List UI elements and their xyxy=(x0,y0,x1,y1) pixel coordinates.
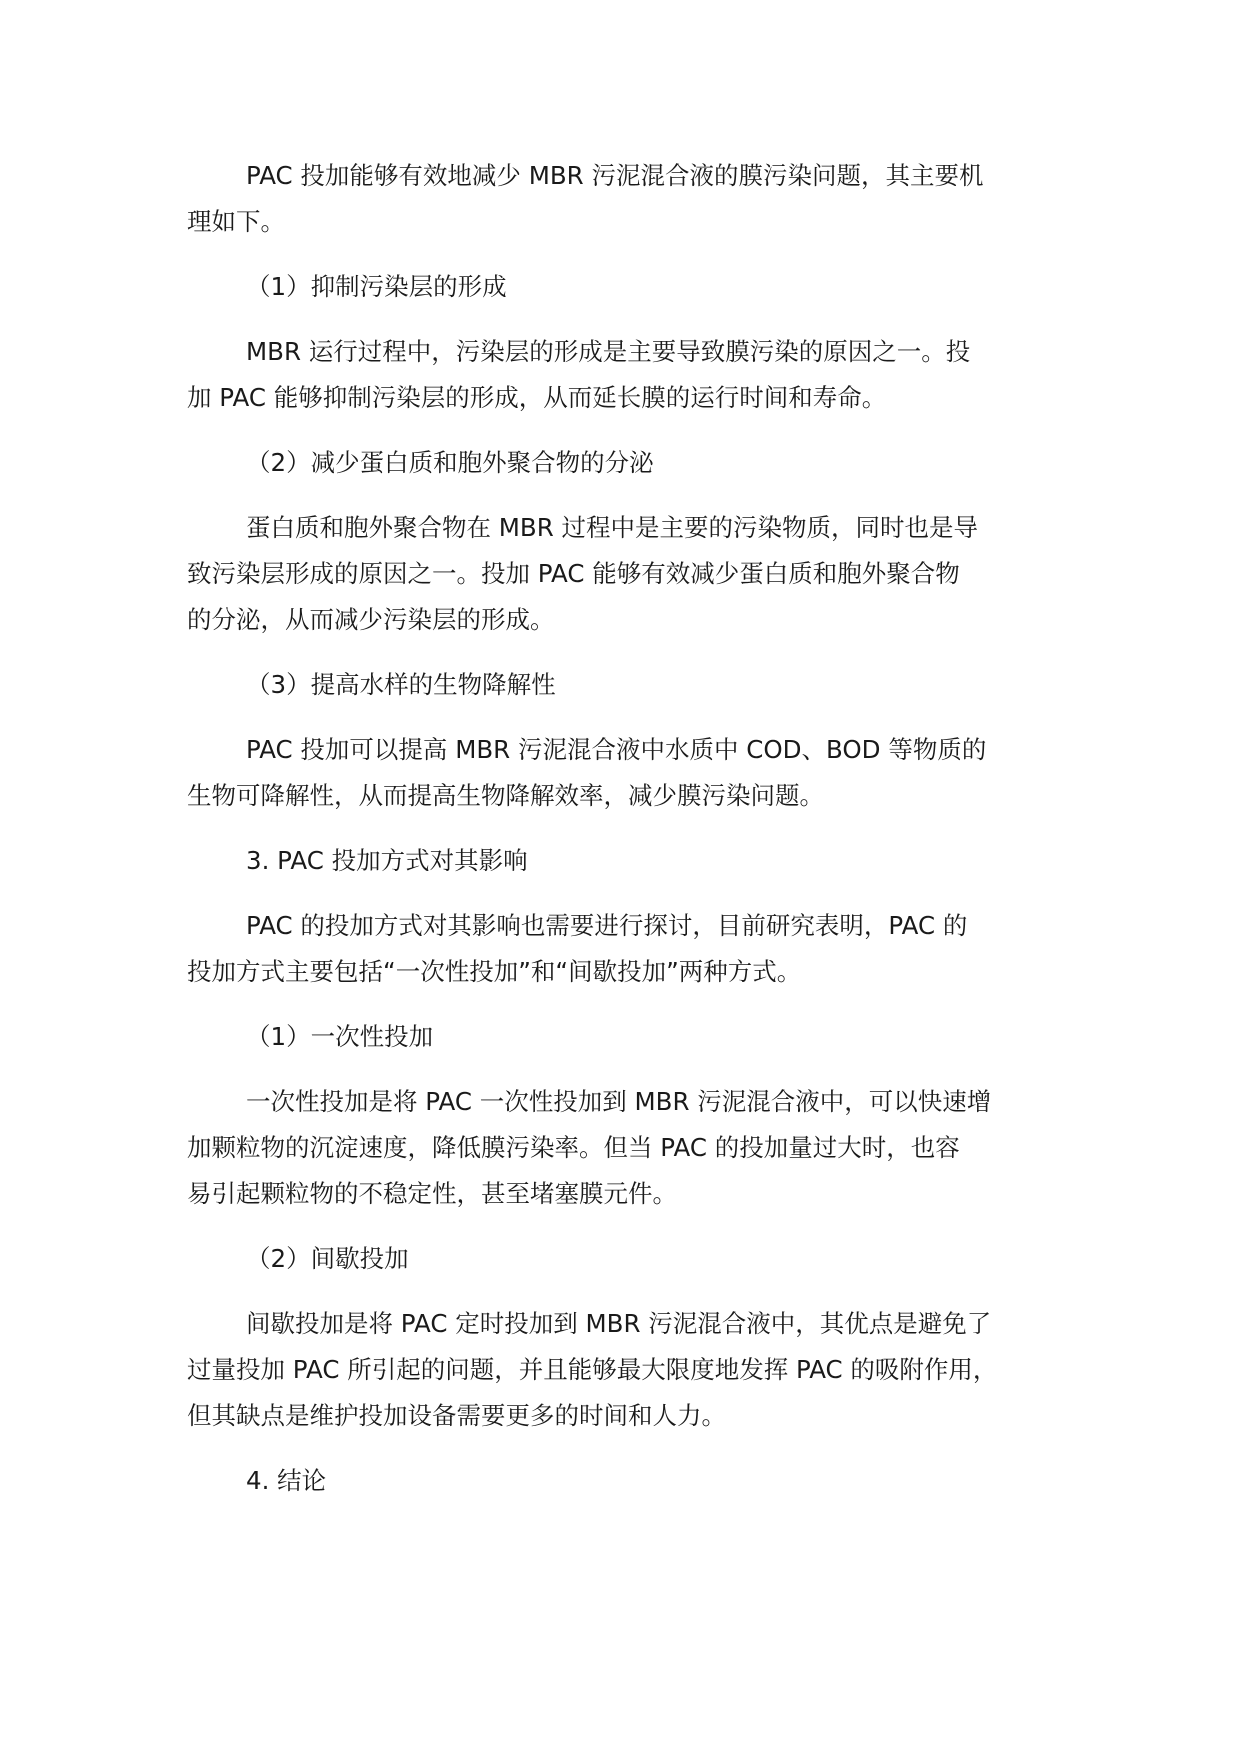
text-line: 的分泌，从而减少污染层的形成。 xyxy=(187,605,555,634)
text-line: 加颗粒物的沉淀速度，降低膜污染率。但当 PAC 的投加量过大时，也容 xyxy=(187,1133,960,1162)
text-line: MBR 运行过程中，污染层的形成是主要导致膜污染的原因之一。投 xyxy=(246,337,971,366)
text-line: （2）间歇投加 xyxy=(246,1244,409,1273)
subheading-intermittent-dosing xyxy=(187,1236,1087,1282)
text-line: 生物可降解性，从而提高生物降解效率，减少膜污染问题。 xyxy=(187,781,824,810)
text-line: （1）一次性投加 xyxy=(246,1022,434,1051)
text-line: 过量投加 PAC 所引起的问题，并且能够最大限度地发挥 PAC 的吸附作用， xyxy=(187,1355,998,1384)
document-body xyxy=(187,153,1087,1523)
subheading-reduce-protein-eps xyxy=(187,440,1087,486)
text-line: 加 PAC 能够抑制污染层的形成，从而延长膜的运行时间和寿命。 xyxy=(187,383,887,412)
section-heading-dosing-method xyxy=(187,838,1087,884)
text-line: 4. 结论 xyxy=(246,1466,327,1495)
text-line: （3）提高水样的生物降解性 xyxy=(246,670,556,699)
text-line: 间歇投加是将 PAC 定时投加到 MBR 污泥混合液中，其优点是避免了 xyxy=(246,1309,992,1338)
paragraph-dosing-methods xyxy=(187,903,1087,995)
paragraph-mechanism-intro xyxy=(187,153,1087,245)
text-line: 致污染层形成的原因之一。投加 PAC 能够有效减少蛋白质和胞外聚合物 xyxy=(187,559,960,588)
text-line: PAC 投加可以提高 MBR 污泥混合液中水质中 COD、BOD 等物质的 xyxy=(246,735,987,764)
subheading-inhibit-fouling-layer xyxy=(187,264,1087,310)
paragraph-protein-eps xyxy=(187,505,1087,643)
text-line: 但其缺点是维护投加设备需要更多的时间和人力。 xyxy=(187,1401,726,1430)
subheading-one-time-dosing xyxy=(187,1014,1087,1060)
text-line: （1）抑制污染层的形成 xyxy=(246,272,507,301)
text-line: （2）减少蛋白质和胞外聚合物的分泌 xyxy=(246,448,654,477)
text-line: 蛋白质和胞外聚合物在 MBR 过程中是主要的污染物质，同时也是导 xyxy=(246,513,979,542)
text-line: 理如下。 xyxy=(187,207,285,236)
text-line: PAC 的投加方式对其影响也需要进行探讨，目前研究表明，PAC 的 xyxy=(246,911,968,940)
text-line: 3. PAC 投加方式对其影响 xyxy=(246,846,528,875)
paragraph-biodegradability xyxy=(187,727,1087,819)
section-heading-conclusion xyxy=(187,1458,1087,1504)
paragraph-one-time-dosing xyxy=(187,1079,1087,1217)
text-line: PAC 投加能够有效地减少 MBR 污泥混合液的膜污染问题，其主要机 xyxy=(246,161,984,190)
subheading-biodegradability xyxy=(187,662,1087,708)
paragraph-fouling-layer xyxy=(187,329,1087,421)
text-line: 一次性投加是将 PAC 一次性投加到 MBR 污泥混合液中，可以快速增 xyxy=(246,1087,992,1116)
text-line: 易引起颗粒物的不稳定性，甚至堵塞膜元件。 xyxy=(187,1179,677,1208)
paragraph-intermittent-dosing xyxy=(187,1301,1087,1439)
text-line: 投加方式主要包括“一次性投加”和“间歇投加”两种方式。 xyxy=(187,957,802,986)
